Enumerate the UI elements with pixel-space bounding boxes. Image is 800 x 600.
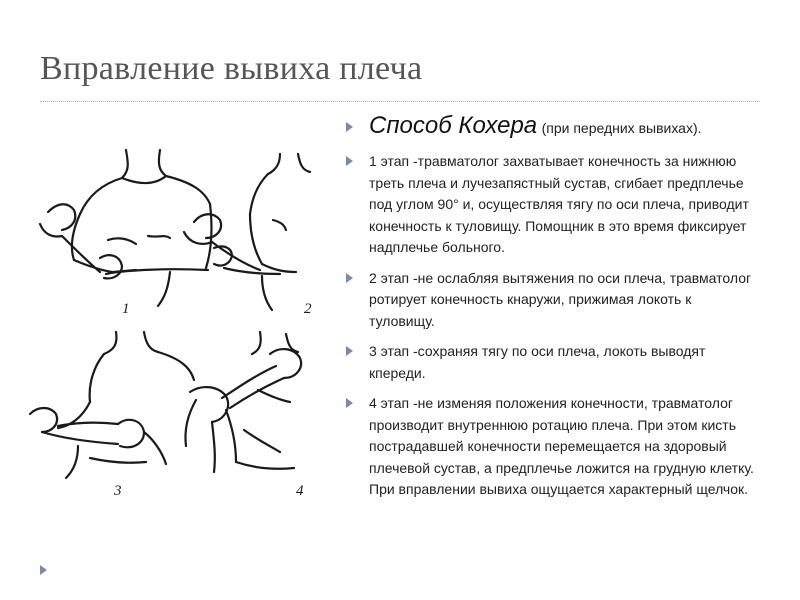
- panel-number-1: 1: [122, 301, 130, 317]
- panel-2-drawing: [184, 154, 310, 310]
- title-divider: [40, 101, 760, 102]
- panel-3-drawing: [30, 332, 194, 478]
- step-2-text: 2 этап -не ослабляя вытяжения по оси плеча, травматолог ротирует конечность кнаружи, прижимая локоть к туловищу.: [369, 269, 752, 329]
- panel-number-4: 4: [296, 483, 304, 499]
- step-1-text: 1 этап -травматолог захватывает конечность за нижнюю треть плеча и лучезапястный сустав, сгибает предплечье под углом 90° и, осуществляя тягу по оси плеча, приводит конечность к туловищу. Помощник в это время фиксирует надплечье больного.: [369, 153, 749, 255]
- slide-corner-arrow-icon: [40, 565, 47, 575]
- step-4: [346, 393, 761, 501]
- bullet-arrow-icon: [346, 346, 353, 356]
- method-description: [346, 112, 761, 510]
- panel-number-2: 2: [304, 301, 312, 317]
- bullet-arrow-icon: [346, 122, 353, 132]
- illustration-drawing: [18, 140, 336, 510]
- step-3-text: 3 этап -сохраняя тягу по оси плеча, локоть выводят кпереди.: [369, 343, 706, 381]
- method-name: Способ Кохера: [369, 112, 538, 139]
- panel-1-drawing: [40, 150, 211, 306]
- step-3: [346, 341, 761, 384]
- step-4-text: 4 этап -не изменяя положения конечности, травматолог производит внутреннюю ротацию плеча. При этом кисть пострадавшей конечности перемещается на здоровый плечевой сустав, а предплечье ложится на грудную клетку. При вправлении вывиха ощущается характерный щелчок.: [369, 395, 754, 497]
- step-2: [346, 268, 761, 333]
- kocher-method-illustration: [18, 140, 336, 510]
- bullet-arrow-icon: [346, 273, 353, 283]
- bullet-arrow-icon: [346, 398, 353, 408]
- method-indication: (при передних вывихах).: [541, 120, 702, 136]
- step-1: [346, 151, 761, 259]
- bullet-arrow-icon: [346, 156, 353, 166]
- panel-4-drawing: [185, 332, 301, 472]
- panel-number-3: 3: [114, 483, 122, 499]
- slide-title: Вправление вывиха плеча: [40, 50, 423, 87]
- method-heading: [346, 112, 761, 140]
